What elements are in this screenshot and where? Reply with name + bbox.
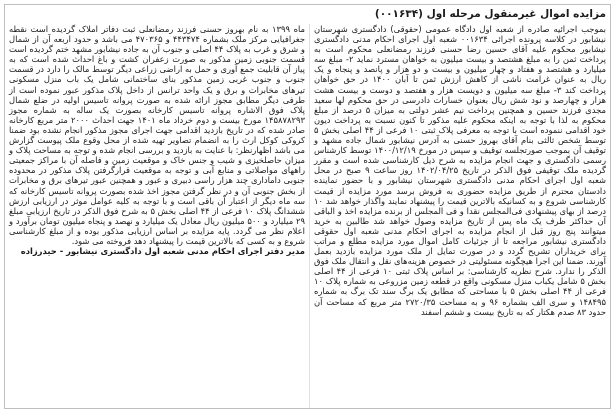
notice-title: مزایده اموال غیرمنقول مرحله اول (۰۰۱۶۳۴) bbox=[374, 8, 606, 20]
signature: مدیر دفتر اجرای احکام مدنی شعبه اول دادگستری نیشابور - حیدرزاده bbox=[20, 246, 305, 257]
left-column-text: ماه ۱۳۹۹ به نام بهروز حسنی فرزند رمضانعلی ثبت دفاتر املاک گردیده است نقطه جغرافیایی مرکز ملک بشماره ۴۴۳۴۷۴ و ۴۷۰۳۶۵ می باشد و حدود اربعه آن از شمال و شرق و غرب به پلاک ۴۴ اصلی و جنوب آن به جاده نیشابور مشهد ختم گردیده است قسمت جنوبی زمین مذکور به صورت زعفران کشت و باغ احداث شده است که به پیاز آن قابلیت جمع آوری و حمل به اراضی زراعی دیگر توسط مالک را دارد در قسمت جنوب و جنوب غربی زمین مذکور بنای ساختمانی شامل یک باب منزل مسکونی تیرهای مخابرات و برق و یک واحد ترانس از داخل پلاک مذکور عبور نموده است از طرفی دیگر مطابق مجوز ارائه شده به صورت پروانه تاسیس اولیه در ضلع شمال پلاک فوق الاشاره پروانه تاسیس کارخانه بصورت یک ساله به شماره مجوز ۱۴۵۸۷۸۲۹۳ مورخ بیست و دوم خرداد ماه ۱۴۰۱ جهت احداث ۲۰۰۰ متر مربع کارخانه صادر شده که در تاریخ بازدید اقدامی جهت اجرای مجوز مذکور انجام نشده بود ضمنا کروکی کوکل ارث را به انضمام تصاویر تهیه شده از محل وقوع ملک پیوست گزارش می باشد اظهارنظر: با عنایت به بازدید و بررسی انجام شده و توجه به مساحت پلاک و میزان حاصلخیزی و شیب و جنس خاک و موقعیت زمین و فاصله آن با مراکز جمعیتی راههای مواصلاتی و منابع آبی و توجه به موقعیت قرارگرفتن پلاک مذکور در محدوده جنوبی داماداری چند هزار راسی دبیری و عبور و همچنین عبور تیرهای برق و مخابرات از بخش جنوبی آن و در نظر گرفتن مجوز اخذ شده بصورت پروانه تاسیس کارخانه که سه ماه دیگر از اعتبار آن باقی است و با توجه به کلیه عوامل موثر در ارزیابی ارزش ششدانگ پلاک ۱۰ فرعی از ۴۴ اصلی بخش ۵ به شرح فوق الذکر در تاریخ ارزیابی مبلغ ۲۹ میلیارد و ۵۰۰ میلیون ریال معادل یک میلیارد و نهصد و پنجاه میلیون تومان برآورد و اعلام نظر می گردد. پایه مزایده بر اساس ارزیابی مذکور بوده و از مبلغ کارشناسی شروع و به کسی که بالاترین قیمت را پیشنهاد دهد فروخته می شود. bbox=[9, 24, 306, 246]
notice-header bbox=[5, 5, 610, 23]
left-column bbox=[5, 24, 310, 408]
right-column-text: بموجب اجرائیه صادره از شعبه اول دادگاه عمومی (حقوقی) دادگستری شهرستان نیشابور در کلاسه پرونده اجرائی ۰۰۱۶۳۴ شعبه اول اجرای احکام مدنی دادگستری نیشابور محکوم علیه آقای حسین رضا حسنی فرزند رمضانعلی محکوم است به پرداخت ثمن را به مبلغ هشتصد و بیست میلیون به خواهان مسترد نماید ۲- مبلغ سه میلیارد و هشتصد و هفتاد و چهار میلیون و بیست و دو هزار و پانصد و پنجاه و یک ریال به عنوان غرامت ناشی از کاهش ارزش ثمن تا آبان ۱۴۰۰ در حق خواهان پرداخت کند ۳- مبلغ سه میلیون و دویست هزار و هفتصد و دوست و بیست هشت هزار و چهارصد و نود شش ریال بعنوان خسارات دادرسی در حق محکوم لها سعید مجدی فرزند حسین و همچنین پرداخت نیم عشر دولتی به میزان ۵ درصد از مبلغ محکوم به لذا با توجه به اینکه محکوم علیه مذکور تا کنون نسبت به پرداخت دیون خود اقدامی ننموده است با توجه به معرفی پلاک ثبتی ۱۰ فرعی از ۴۴ اصلی بخش ۵ توسط شخص ثالثی بنام آقای بهروز حسنی به آدرس نیشابور شمال جاده مشهد و توقیف آن بموجب صورتجلسه توقیف و سپس در مورخ ۱۴۰۰/۱۲/۱۹ توسط کارشناس رسمی دادگستری و جهت انجام مزایده به شرح ذیل کارشناسی شده است و مقرر گردیده ملک توقیفی فوق الذکر در تاریخ ۱۴۰۲/۰۴/۲۵ روز ساعت ۹ صبح در محل شعبه اول اجرای احکام مدنی دادگستری شهرستان نیشابور و با حضور نماینده دادستان محترم از طریق مزایده حضوری به فروش برسد مورد مزایده از قیمت کارشناسی شروع و به کسانیکه بالاترین قیمت را پیشنهاد نمایند واگذار خواهد شد ۱۰ درصد از بهای پیشنهادی فی‌المجلس نقدا و فی المجلس از برنده مزایده اخذ و الباقی آن حداکثر ظرف یک ماه پس از تاریخ مزایده وصول خواهد شد طالبین به خرید میتوانند پنج روز قبل از انجام مزایده به اجرای احکام مدنی شعبه اول حقوقی دادگستری نیشابور مراجعه تا از جزئیات کامل اموال مورد مزایده مطلع و مراتب برای خریداران تشریح گردد و در صورت تمایل از ملک مورد مزایده بازدید بعمل آورند. ضمنا این اجرا هیچگونه مسئولیتی در خصوص هزینه‌های نقل و انتقال ملک فوق الذکر را ندارد. شرح نظریه کارشناسی: بر اساس پلاک ثبتی ۱۰ فرعی از ۴۴ اصلی بخش ۵ شامل یکباب منزل مسکونی واقع در قطعه زمین مزروعی به شماره پلاک ۱۰ فرعی از ۴۴ اصلی بخش ۵ با مساحتی که مطابق یک برگ سند تک برگ به شماره ۱۴۸۴۹۵ و سری الف بشماره ۹۶ و به مساحت ۲۷۲۰/۳۵ متر مربع که مساحت آن حدود ۸۳ صدم هکتار که به تاریخ بیست و ششم اسفند bbox=[314, 24, 607, 317]
auction-notice bbox=[4, 4, 611, 409]
right-column bbox=[310, 24, 610, 408]
notice-columns bbox=[5, 24, 610, 408]
